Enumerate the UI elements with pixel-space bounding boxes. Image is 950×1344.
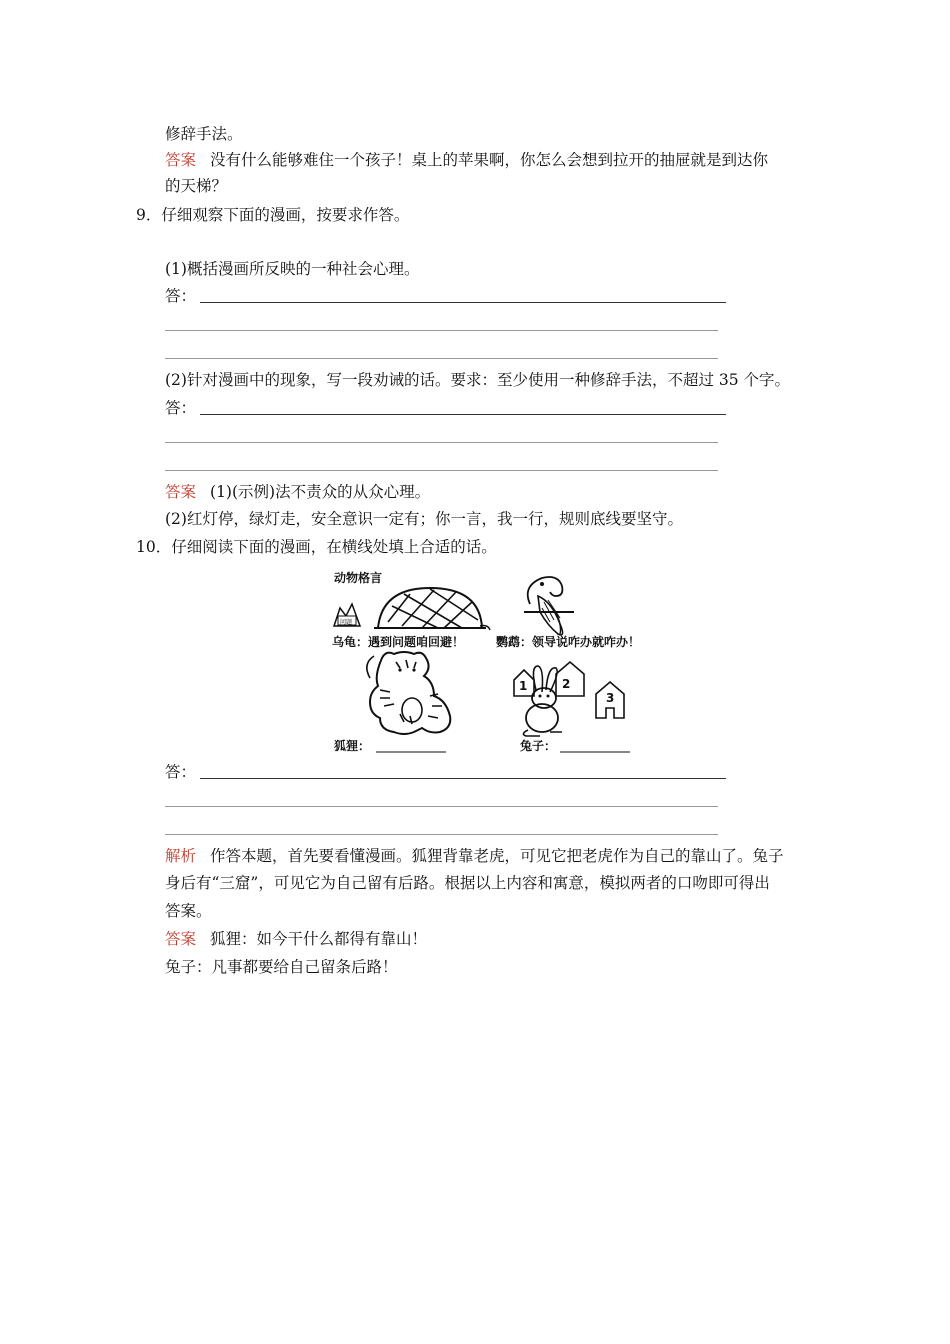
turtle-icon <box>374 588 490 630</box>
house-3-label: 3 <box>606 691 615 705</box>
answer-blank-line <box>200 778 726 779</box>
answer-label: 答案 <box>165 930 197 948</box>
answer-blank-line <box>165 330 718 331</box>
answer-blank-line <box>165 834 718 835</box>
analysis-line <box>165 846 784 866</box>
question-10: 10．仔细阅读下面的漫画，在横线处填上合适的话。 <box>136 538 497 556</box>
answer-prefix: 答： <box>165 287 197 305</box>
answer-text: 狐狸：如今干什么都得有靠山！ <box>210 930 428 948</box>
question-9-part-2: (2)针对漫画中的现象，写一段劝诫的话。要求：至少使用一种修辞手法，不超过 35 个字。 <box>165 371 791 389</box>
answer-text: 没有什么能够难住一个孩子！桌上的苹果啊，你怎么会想到拉开的抽屉就是到达你 <box>210 151 769 169</box>
answer-blank-line <box>200 302 726 303</box>
answer-blank-line <box>165 470 718 471</box>
answer-prefix: 答： <box>165 399 197 417</box>
house-1-label: 1 <box>519 679 528 693</box>
answer-blank-line <box>200 414 726 415</box>
tiger-fox-icon <box>367 652 450 734</box>
parrot-icon <box>524 577 574 635</box>
analysis-text: 答案。 <box>165 902 212 920</box>
problem-sign-icon <box>334 604 360 626</box>
question-9: 9．仔细观察下面的漫画，按要求作答。 <box>136 206 410 224</box>
answer-label: 答案 <box>165 483 197 501</box>
question-9-part-1: (1)概括漫画所反映的一种社会心理。 <box>165 260 420 278</box>
answer-blank-line <box>165 806 718 807</box>
answer-line <box>165 482 430 502</box>
rabbit-houses-icon <box>514 662 624 736</box>
parrot-caption: 鹦鹉：领导说咋办就咋办！ <box>496 635 641 649</box>
answer-prefix: 答： <box>165 763 197 781</box>
animal-cartoon <box>330 566 655 758</box>
analysis-text: 作答本题，首先要看懂漫画。狐狸背靠老虎，可见它把老虎作为自己的靠山了。兔子 <box>210 847 784 865</box>
answer-line <box>165 150 768 170</box>
answer-blank-line <box>165 358 718 359</box>
answer-text: (2)红灯停，绿灯走，安全意识一定有；你一言，我一行，规则底线要坚守。 <box>165 510 683 528</box>
answer-label: 答案 <box>165 151 197 169</box>
answer-blank-line <box>165 442 718 443</box>
text-line: 修辞手法。 <box>165 125 243 143</box>
analysis-text: 身后有“三窟”，可见它为自己留有后路。根据以上内容和寓意，模拟两者的口吻即可得出 <box>165 874 770 892</box>
cartoon-title: 动物格言 <box>334 571 383 585</box>
answer-text: (1)(示例)法不责众的从众心理。 <box>210 483 431 501</box>
answer-text: 兔子：凡事都要给自己留条后路！ <box>165 958 398 976</box>
answer-continuation: 的天梯？ <box>165 177 228 195</box>
fox-caption: 狐狸： <box>334 739 371 753</box>
analysis-label: 解析 <box>165 847 197 865</box>
house-2-label: 2 <box>562 677 571 691</box>
rabbit-caption: 兔子： <box>520 739 557 753</box>
problem-sign-text: 问题 <box>340 619 353 626</box>
answer-line <box>165 929 427 949</box>
turtle-caption: 乌龟：遇到问题咱回避！ <box>332 635 465 649</box>
